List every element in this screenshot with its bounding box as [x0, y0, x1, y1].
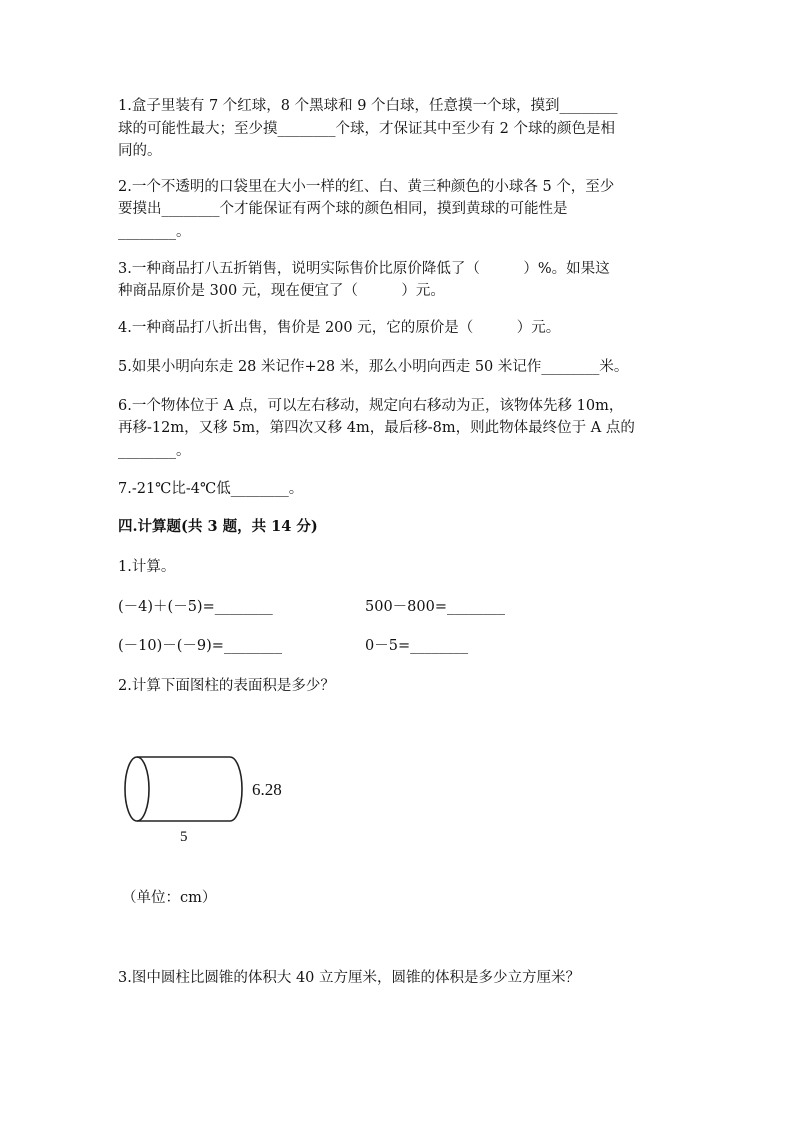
q7-line1: 7.-21℃比-4℃低________。	[118, 481, 304, 497]
q6-line3: ________。	[118, 443, 191, 459]
unit-note: （单位：cm）	[122, 890, 217, 906]
q1-line1: 1.盒子里装有 7 个红球，8 个黑球和 9 个白球，任意摸一个球，摸到________	[118, 98, 618, 114]
q1-line2: 球的可能性最大；至少摸________个球，才保证其中至少有 2 个球的颜色是相	[118, 121, 615, 137]
cylinder-left-face	[125, 757, 149, 821]
c1-expr-4: 0－5=________	[365, 638, 469, 654]
c2-title: 2.计算下面图柱的表面积是多少？	[118, 678, 335, 694]
length-label: 5	[180, 829, 188, 845]
c1-title: 1.计算。	[118, 559, 176, 575]
c1-expr-3: (－10)－(－9)=________	[118, 638, 282, 654]
q2-line3: ________。	[118, 224, 191, 240]
section4-title: 四.计算题(共 3 题，共 14 分)	[118, 518, 318, 535]
q1-line3: 同的。	[118, 143, 162, 159]
q2-line2: 要摸出________个才能保证有两个球的颜色相同，摸到黄球的可能性是	[118, 201, 568, 217]
q5-line1: 5.如果小明向东走 28 米记作+28 米，那么小明向西走 50 米记作________米。	[118, 359, 629, 375]
cylinder-figure	[118, 748, 308, 848]
c1-expr-2: 500－800=________	[365, 599, 506, 615]
q4-line1: 4.一种商品打八折出售，售价是 200 元，它的原价是（ ）元。	[118, 320, 561, 336]
c3-title: 3.图中圆柱比圆锥的体积大 40 立方厘米，圆锥的体积是多少立方厘米？	[118, 970, 581, 986]
q6-line2: 再移-12m，又移 5m，第四次又移 4m，最后移-8m，则此物体最终位于 A 点的	[118, 420, 635, 436]
c1-expr-1: (－4)＋(－5)=________	[118, 599, 273, 615]
cylinder-diagram	[118, 748, 308, 848]
q2-line1: 2.一个不透明的口袋里在大小一样的红、白、黄三种颜色的小球各 5 个，至少	[118, 179, 615, 195]
q6-line1: 6.一个物体位于 A 点，可以左右移动，规定向右移动为正，该物体先移 10m，	[118, 398, 624, 414]
q3-line1: 3.一种商品打八五折销售，说明实际售价比原价降低了（ ）%。如果这	[118, 261, 610, 277]
circumference-label: 6.28	[252, 780, 282, 799]
q3-line2: 种商品原价是 300 元，现在便宜了（ ）元。	[118, 283, 445, 299]
cylinder-body	[137, 757, 242, 821]
